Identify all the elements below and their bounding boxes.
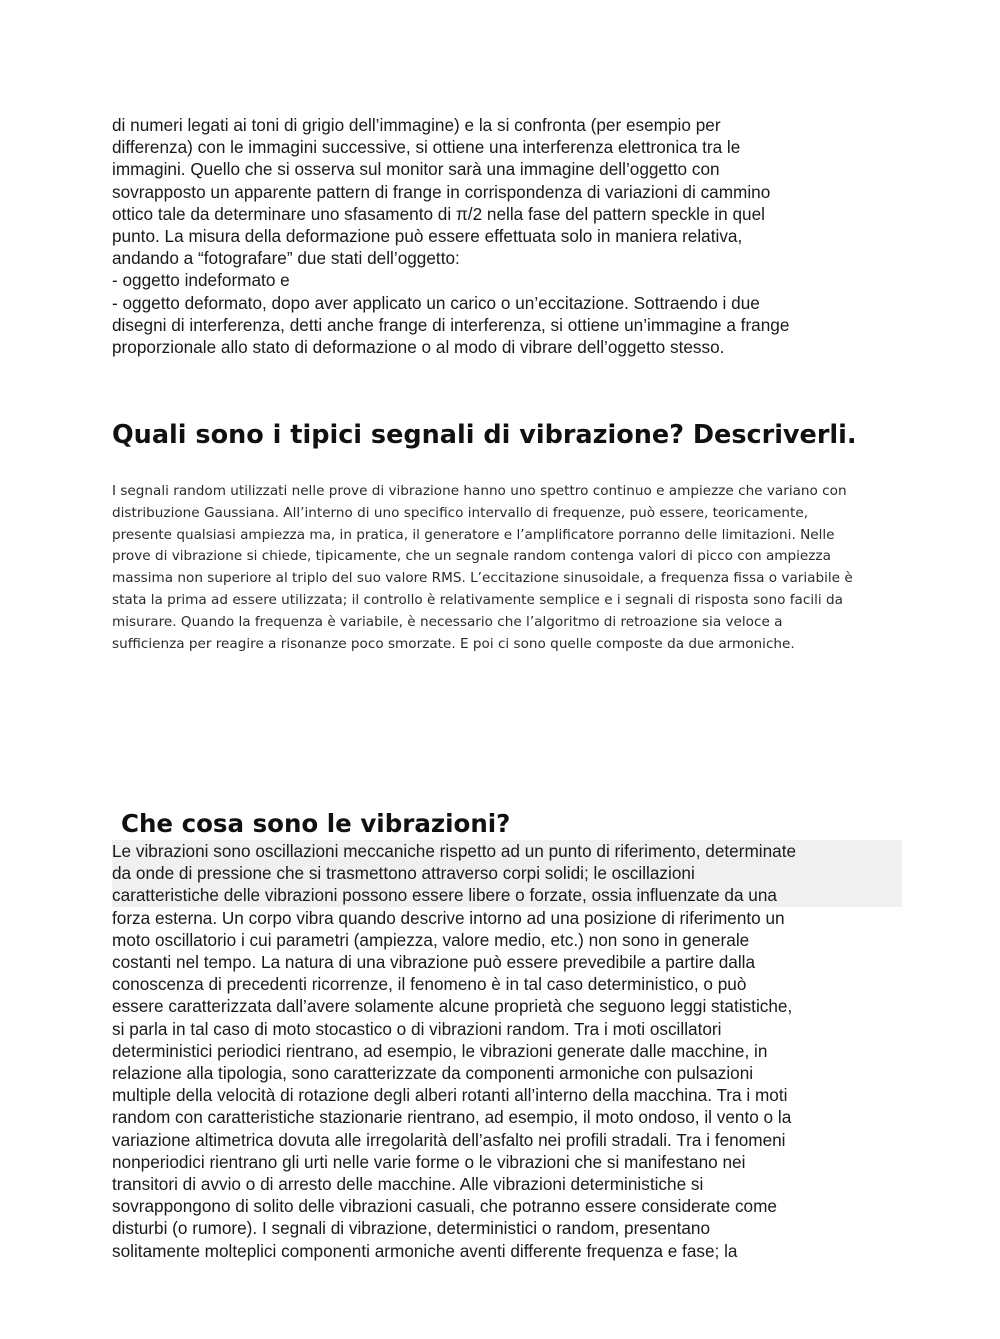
text-line: misurare. Quando la frequenza è variabile, è necessario che l’algoritmo di retroazione sia veloce a	[112, 613, 783, 630]
text-line: andando a “fotografare” due stati dell’oggetto:	[112, 248, 460, 269]
text-line: disegni di interferenza, detti anche frange di interferenza, si ottiene un’immagine a frange	[112, 314, 790, 335]
section-heading-what-are-vibrations: Che cosa sono le vibrazioni?	[121, 809, 511, 838]
text-line: essere caratterizzata dall’avere solamente alcune proprietà che seguono leggi statistiche,	[112, 996, 793, 1017]
paragraph-what-are-vibrations	[112, 840, 902, 1262]
text-line: si parla in tal caso di moto stocastico o di vibrazioni random. Tra i moti oscillatori	[112, 1018, 722, 1039]
text-line: sovrappongono di solito delle vibrazioni casuali, che potranno essere considerate come	[112, 1196, 777, 1217]
text-line: multiple della velocità di rotazione degli alberi rotanti all’interno della macchina. Tra i moti	[112, 1085, 788, 1106]
text-line: conoscenza di precedenti ricorrenze, il fenomeno è in tal caso deterministico, o può	[112, 974, 747, 995]
text-line: costanti nel tempo. La natura di una vibrazione può essere prevedibile a partire dalla	[112, 952, 756, 973]
text-line: forza esterna. Un corpo vibra quando descrive intorno ad una posizione di riferimento un	[112, 907, 785, 928]
paragraph-vibration-signals	[112, 481, 902, 655]
text-line: relazione alla tipologia, sono caratterizzate da componenti armoniche con pulsazioni	[112, 1063, 754, 1084]
text-line: stata la prima ad essere utilizzata; il controllo è relativamente semplice e i segnali di risposta sono facili da	[112, 591, 843, 608]
text-line: deterministici periodici rientrano, ad esempio, le vibrazioni generate dalle macchine, in	[112, 1040, 768, 1061]
text-line: presente qualsiasi ampiezza ma, in pratica, il generatore e l’amplificatore porranno delle limitazioni. Nelle	[112, 526, 835, 543]
text-line: prove di vibrazione si chiede, tipicamente, che un segnale random contenga valori di picco con ampiezza	[112, 548, 831, 565]
text-line: da onde di pressione che si trasmettono attraverso corpi solidi; le oscillazioni	[112, 862, 902, 884]
text-line: solitamente molteplici componenti armoniche aventi differente frequenza e fase; la	[112, 1240, 738, 1261]
text-line: ottico tale da determinare uno sfasamento di π/2 nella fase del pattern speckle in quel	[112, 203, 765, 224]
text-line: disturbi (o rumore). I segnali di vibrazione, deterministici o random, presentano	[112, 1218, 711, 1239]
text-line: sovrapposto un apparente pattern di frange in corrispondenza di variazioni di cammino	[112, 181, 771, 202]
paragraph-speckle-interferometry	[112, 114, 902, 358]
text-line: differenza) con le immagini successive, si ottiene una interferenza elettronica tra le	[112, 137, 741, 158]
text-line: sufficienza per reagire a risonanze poco smorzate. E poi ci sono quelle composte da due armoniche.	[112, 635, 795, 652]
text-line: Le vibrazioni sono oscillazioni meccaniche rispetto ad un punto di riferimento, determinate	[112, 840, 902, 862]
text-line: punto. La misura della deformazione può essere effettuata solo in maniera relativa,	[112, 226, 743, 247]
text-line: random con caratteristiche stazionarie rientrano, ad esempio, il moto ondoso, il vento o la	[112, 1107, 792, 1128]
text-line: nonperiodici rientrano gli urti nelle varie forme o le vibrazioni che si manifestano nei	[112, 1151, 746, 1172]
text-line: transitori di avvio o di arresto delle macchine. Alle vibrazioni deterministiche si	[112, 1174, 704, 1195]
section-heading-vibration-signals: Quali sono i tipici segnali di vibrazione? Descriverli.	[112, 420, 857, 450]
text-line: immagini. Quello che si osserva sul monitor sarà una immagine dell’oggetto con	[112, 159, 720, 180]
text-line: caratteristiche delle vibrazioni possono essere libere o forzate, ossia influenzate da una	[112, 884, 902, 906]
text-line: proporzionale allo stato di deformazione o al modo di vibrare dell’oggetto stesso.	[112, 337, 725, 358]
text-line: - oggetto indeformato e	[112, 270, 290, 291]
text-line: di numeri legati ai toni di grigio dell’immagine) e la si confronta (per esempio per	[112, 115, 721, 135]
text-line: - oggetto deformato, dopo aver applicato un carico o un’eccitazione. Sottraendo i due	[112, 292, 760, 313]
text-line: massima non superiore al triplo del suo valore RMS. L’eccitazione sinusoidale, a frequenza fissa o variabile è	[112, 570, 853, 587]
text-line: distribuzione Gaussiana. All’interno di uno specifico intervallo di frequenze, può essere, teoricamente,	[112, 504, 809, 521]
text-line: I segnali random utilizzati nelle prove di vibrazione hanno uno spettro continuo e ampiezze che variano con	[112, 483, 847, 499]
text-line: variazione altimetrica dovuta alle irregolarità dell’asfalto nei profili stradali. Tra i fenomeni	[112, 1129, 786, 1150]
text-line: moto oscillatorio i cui parametri (ampiezza, valore medio, etc.) non sono in generale	[112, 929, 750, 950]
